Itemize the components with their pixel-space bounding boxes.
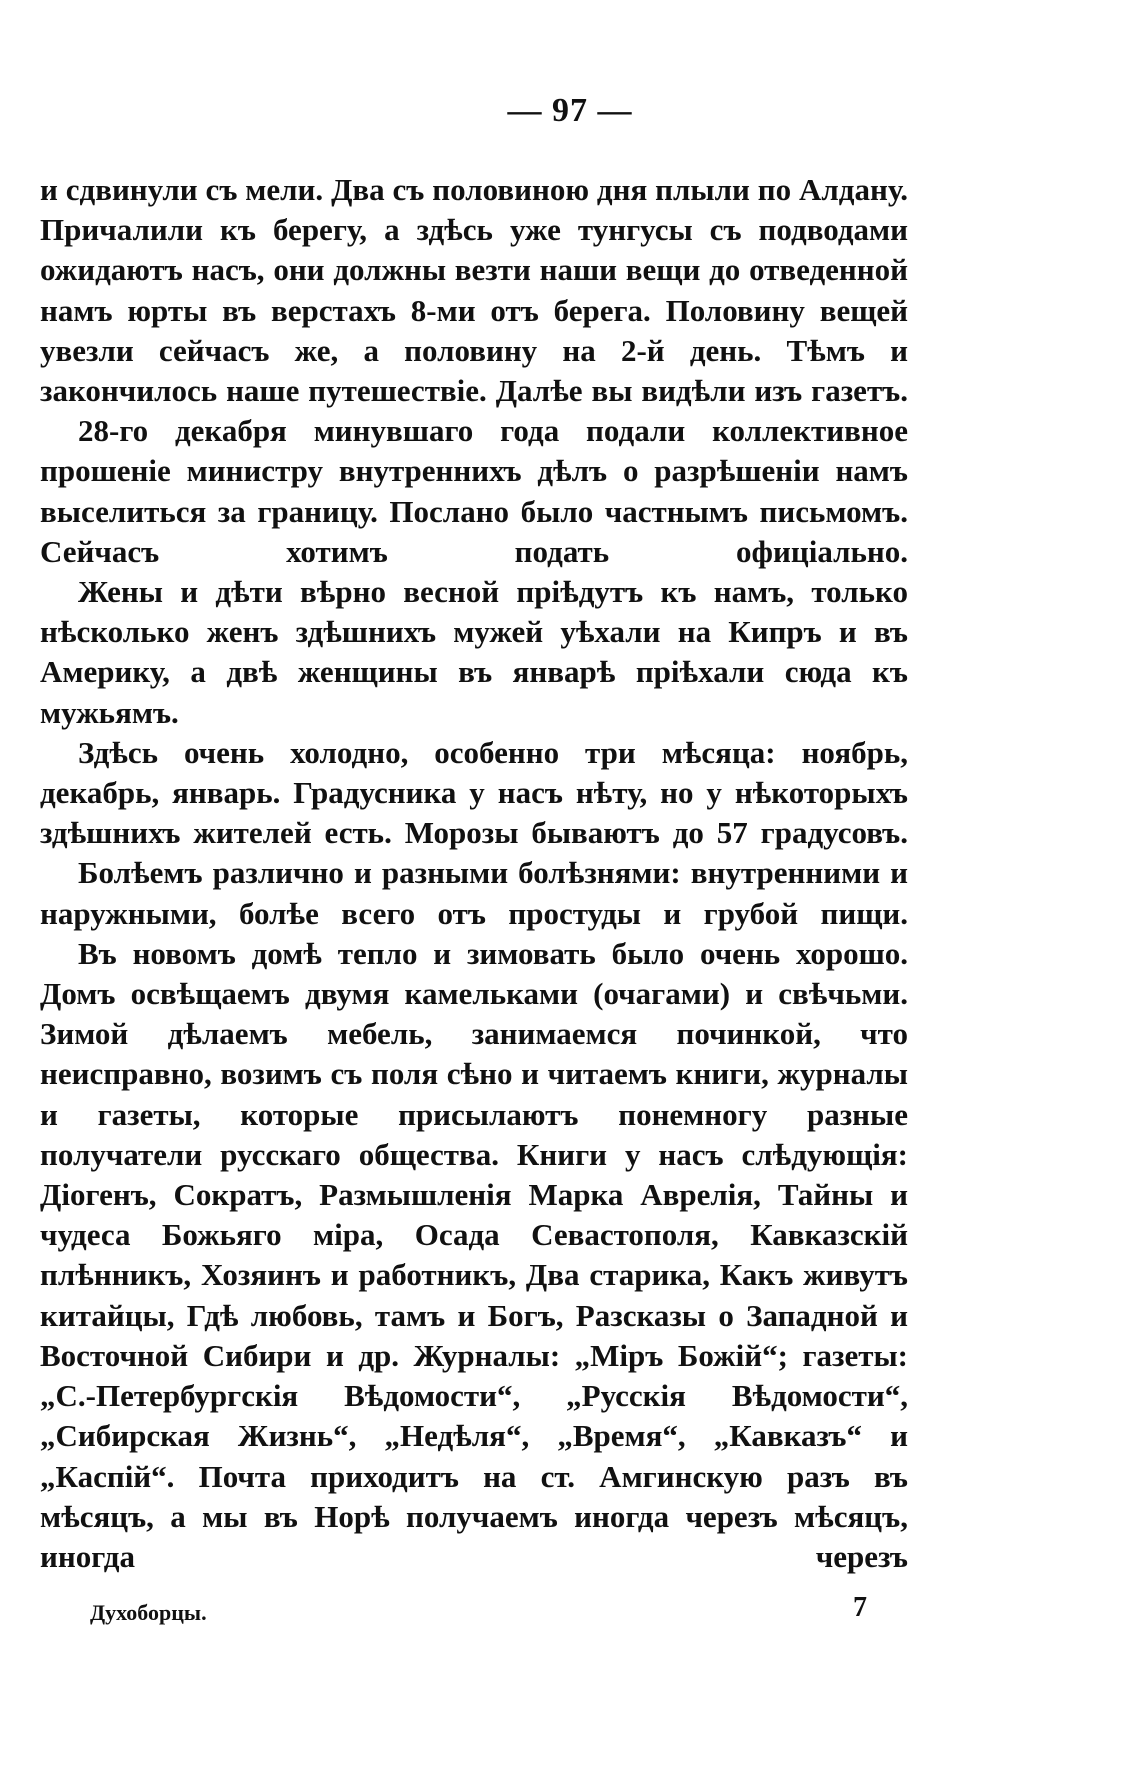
paragraph-4: Здѣсь очень холодно, особенно три мѣсяца: ноябрь, декабрь, январь. Градусника у насъ нѣту, но у нѣкоторыхъ здѣшнихъ жителей есть. Морозы бываютъ до 57 градусовъ. (40, 734, 908, 851)
paragraph-6: Въ новомъ домѣ тепло и зимовать было очень хорошо. Домъ освѣщаемъ двумя камельками (очагами) и свѣчьми. Зимой дѣлаемъ мебель, занимаемся починкой, что неисправно, возимъ съ поля сѣно и читаемъ книги, журналы и газеты, которые присылаютъ понемногу разные получатели русскаго общества. Книги у насъ слѣдующія: Діогенъ, Сократъ, Размышленія Марка Аврелія, Тайны и чудеса Божьяго міра, Осада Севастополя, Кавказскій плѣнникъ, Хозяинъ и работникъ, Два старика, Какъ живутъ китайцы, Гдѣ любовь, тамъ и Богъ, Разсказы о Западной и Восточной Сибири и др. Журналы: „Міръ Божій“; газеты: „С.-Петербургскія Вѣдомости“, „Русскія Вѣдомости“, „Сибирская Жизнь“, „Недѣля“, „Время“, „Кавказъ“ и „Каспій“. Почта приходитъ на ст. Амгинскую разъ въ мѣсяцъ, а мы въ Норѣ получаемъ иногда черезъ мѣсяцъ, иногда черезъ (40, 935, 908, 1574)
paragraph-2: 28-го декабря минувшаго года подали коллективное прошеніе министру внутреннихъ дѣлъ о разрѣшеніи намъ выселиться за границу. Послано было частнымъ письмомъ. Сейчасъ хотимъ подать офиціально. (40, 413, 908, 569)
footer-book-title: Духоборцы. (90, 1600, 207, 1625)
paragraph-1: и сдвинули съ мели. Два съ половиною дня плыли по Алдану. Причалили къ берегу, а здѣсь уже тунгусы съ подводами ожидаютъ насъ, они должны везти наши вещи до отведенной намъ юрты въ верстахъ 8-ми отъ берега. Половину вещей увезли сейчасъ же, а половину на 2-й день. Тѣмъ и закончилось наше путешествіе. Далѣе вы видѣли изъ газетъ. (40, 172, 908, 409)
signature-mark: 7 (853, 1592, 867, 1623)
paragraph-5: Болѣемъ различно и разными болѣзнями: внутренними и наружными, болѣе всего отъ простуды и грубой пищи. (40, 855, 908, 931)
page-footer (90, 1592, 870, 1632)
page-number-header: — 97 — (507, 92, 633, 129)
paragraph-3: Жены и дѣти вѣрно весной пріѣдутъ къ намъ, только нѣсколько женъ здѣшнихъ мужей уѣхали на Кипръ и въ Америку, а двѣ женщины въ январѣ пріѣхали сюда къ мужьямъ. (40, 574, 908, 730)
body-text (40, 170, 908, 1577)
